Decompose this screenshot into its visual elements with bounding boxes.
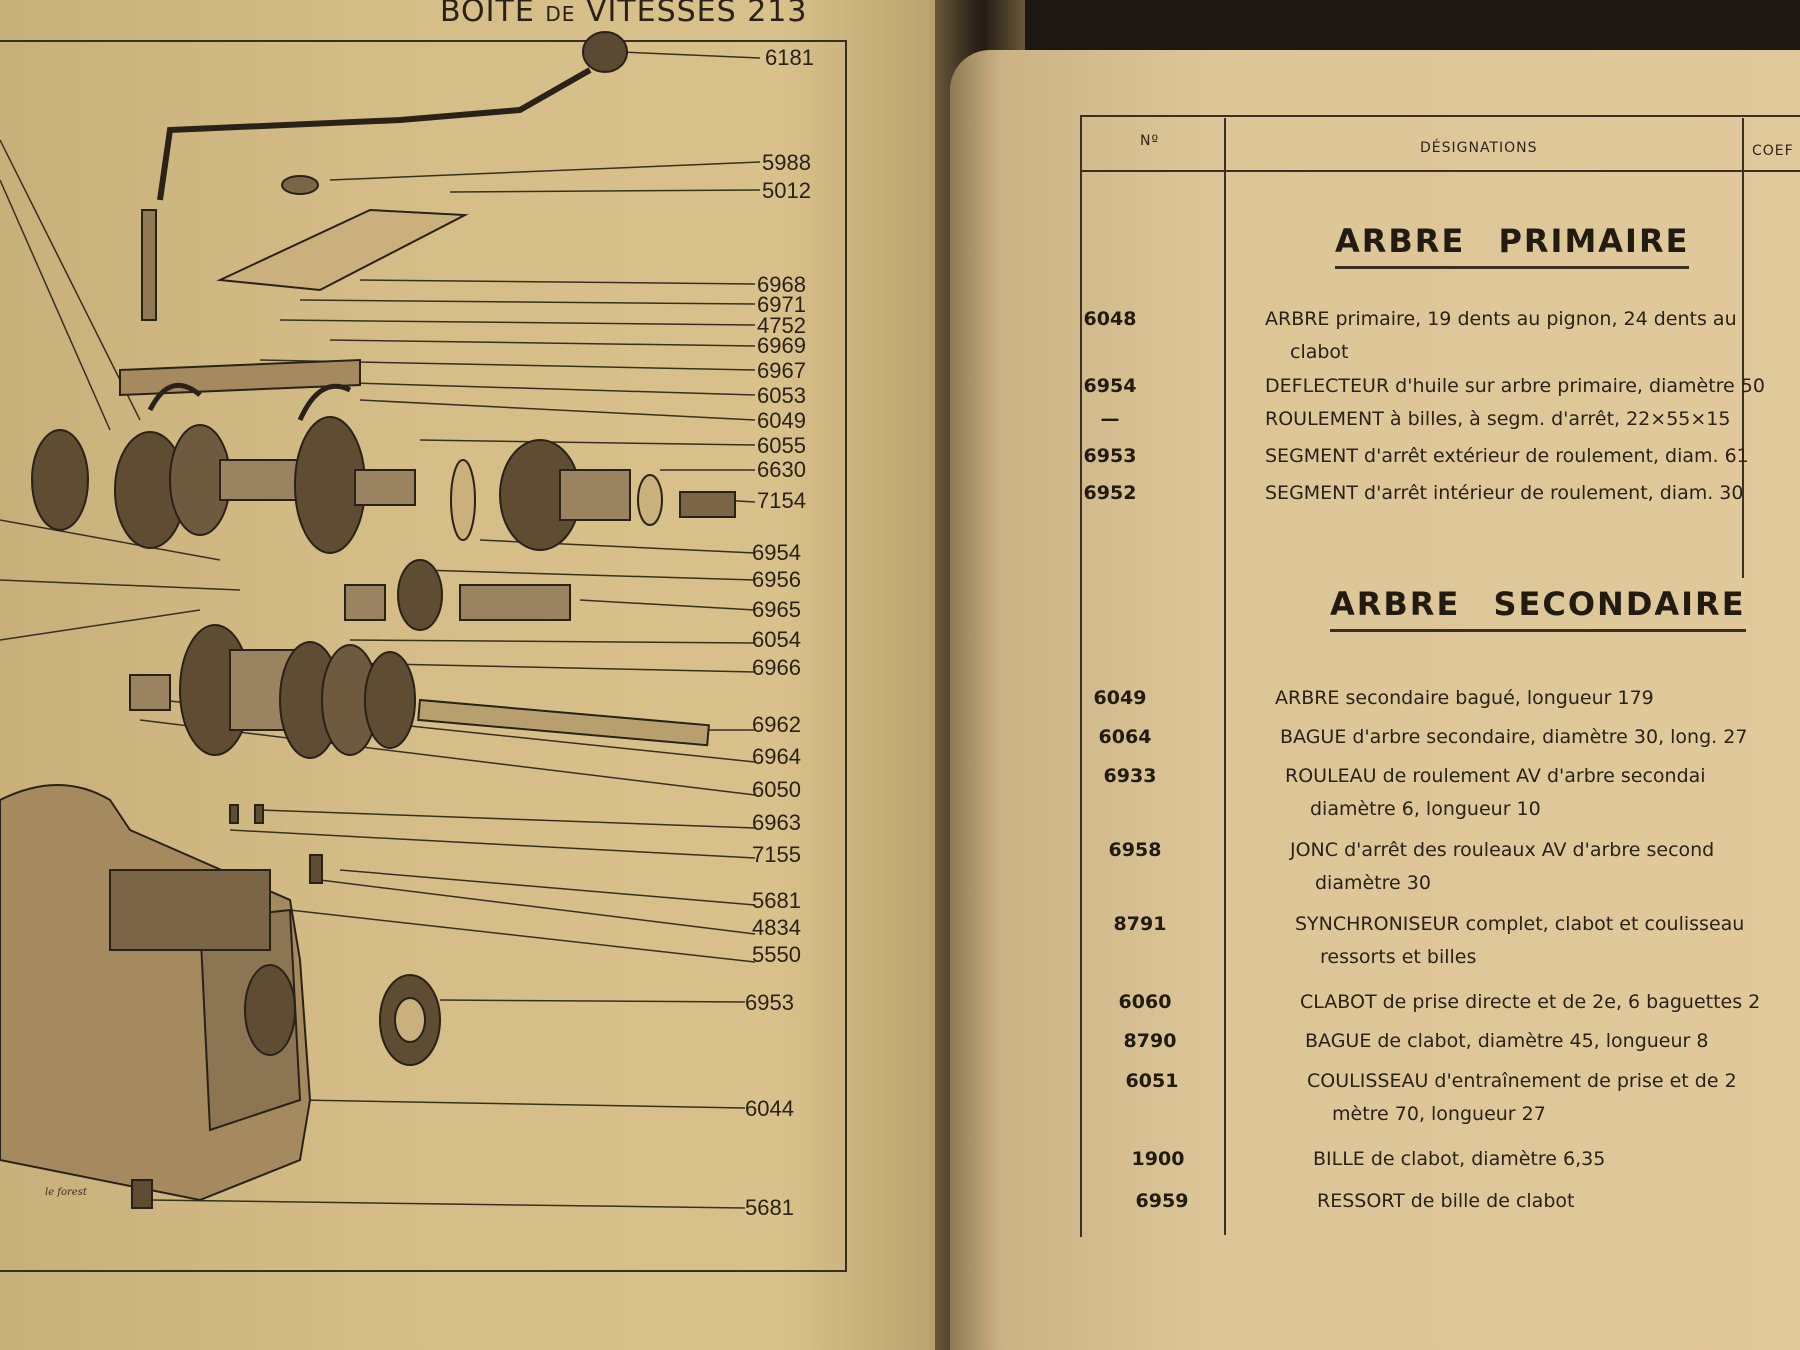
- part-number-label: 6971: [757, 292, 806, 317]
- part-designation: ARBRE primaire, 19 dents au pignon, 24 dents au: [1265, 308, 1737, 330]
- part-number-label: 6053: [757, 383, 806, 408]
- part-designation: diamètre 6, longueur 10: [1310, 798, 1541, 820]
- part-number-label: 6055: [757, 433, 806, 458]
- part-designation: COULISSEAU d'entraînement de prise et de 2: [1307, 1070, 1737, 1092]
- part-number-label: 5681: [752, 888, 801, 913]
- part-designation: SEGMENT d'arrêt extérieur de roulement, diam. 61: [1265, 445, 1749, 467]
- part-designation: JONC d'arrêt des rouleaux AV d'arbre second: [1290, 839, 1715, 861]
- part-number-label: 6044: [745, 1096, 794, 1121]
- part-designation: DEFLECTEUR d'huile sur arbre primaire, diamètre 50: [1265, 375, 1765, 397]
- part-number-label: 6630: [757, 457, 806, 482]
- part-designation: RESSORT de bille de clabot: [1317, 1190, 1575, 1212]
- page-number: 213: [747, 0, 808, 29]
- part-number: 6958: [1108, 839, 1162, 861]
- part-number: 8790: [1123, 1030, 1177, 1052]
- part-designation: BAGUE d'arbre secondaire, diamètre 30, long. 27: [1280, 726, 1748, 748]
- part-number-label: 6965: [752, 597, 801, 622]
- part-number-label: 6050: [752, 777, 801, 802]
- part-number-label: 6954: [752, 540, 801, 565]
- part-designation: ROULEAU de roulement AV d'arbre secondai: [1285, 765, 1706, 787]
- part-number-label: 6953: [745, 990, 794, 1015]
- part-number-label: 5550: [752, 942, 801, 967]
- header-title-b: VITESSES: [585, 0, 737, 29]
- part-number-label: 6968: [757, 272, 806, 297]
- column-divider-number: [1224, 118, 1226, 1235]
- column-header-designation: DÉSIGNATIONS: [1420, 140, 1538, 156]
- part-designation: BILLE de clabot, diamètre 6,35: [1313, 1148, 1606, 1170]
- header-title-a: BOITE: [440, 0, 535, 29]
- part-designation: SEGMENT d'arrêt intérieur de roulement, diam. 30: [1265, 482, 1744, 504]
- part-number-label: 6181: [765, 45, 814, 70]
- part-number: 6953: [1083, 445, 1137, 467]
- part-number: 6954: [1083, 375, 1137, 397]
- column-header-number: Nº: [1140, 133, 1160, 149]
- part-number-label: 6049: [757, 408, 806, 433]
- part-number-label: 5012: [762, 178, 811, 203]
- part-number-label: 4752: [757, 313, 806, 338]
- part-designation: BAGUE de clabot, diamètre 45, longueur 8: [1305, 1030, 1709, 1052]
- column-header-coef: COEF: [1752, 143, 1794, 159]
- part-designation: mètre 70, longueur 27: [1332, 1103, 1546, 1125]
- part-number: 6064: [1098, 726, 1152, 748]
- part-number-label: 6956: [752, 567, 801, 592]
- part-number-label: 6962: [752, 712, 801, 737]
- column-divider-coef: [1742, 118, 1744, 578]
- part-designation: diamètre 30: [1315, 872, 1431, 894]
- part-number: 6049: [1093, 687, 1147, 709]
- part-number-label: 6054: [752, 627, 801, 652]
- section-title: ARBRE SECONDAIRE: [1330, 585, 1746, 632]
- part-number-label: 5988: [762, 150, 811, 175]
- parts-table-frame: [1080, 115, 1800, 1237]
- part-number-label: 6967: [757, 358, 806, 383]
- diagram-signature: le forest: [45, 1187, 87, 1198]
- part-number: 6051: [1125, 1070, 1179, 1092]
- part-number-label: 7155: [752, 842, 801, 867]
- part-number-label: 5681: [745, 1195, 794, 1220]
- part-designation: SYNCHRONISEUR complet, clabot et coulisseau: [1295, 913, 1745, 935]
- part-number: 6959: [1135, 1190, 1189, 1212]
- part-number: —: [1100, 408, 1120, 430]
- part-number-label: 7154: [757, 488, 806, 513]
- part-number: 8791: [1113, 913, 1167, 935]
- header-title-de: DE: [545, 2, 576, 26]
- part-number: 6060: [1118, 991, 1172, 1013]
- part-number-label: 6966: [752, 655, 801, 680]
- section-title: ARBRE PRIMAIRE: [1335, 222, 1689, 269]
- part-number: 6933: [1103, 765, 1157, 787]
- part-designation: CLABOT de prise directe et de 2e, 6 baguettes 2: [1300, 991, 1761, 1013]
- part-number: 1900: [1131, 1148, 1185, 1170]
- part-number: 6048: [1083, 308, 1137, 330]
- header-underline: [1082, 170, 1800, 172]
- part-designation: ressorts et billes: [1320, 946, 1477, 968]
- part-number-label: 4834: [752, 915, 801, 940]
- part-number: 6952: [1083, 482, 1137, 504]
- part-number-label: 6963: [752, 810, 801, 835]
- part-designation: clabot: [1290, 341, 1349, 363]
- part-designation: ROULEMENT à billes, à segm. d'arrêt, 22×55×15: [1265, 408, 1731, 430]
- part-number-label: 6964: [752, 744, 801, 769]
- part-number-label: 6969: [757, 333, 806, 358]
- part-designation: ARBRE secondaire bagué, longueur 179: [1275, 687, 1654, 709]
